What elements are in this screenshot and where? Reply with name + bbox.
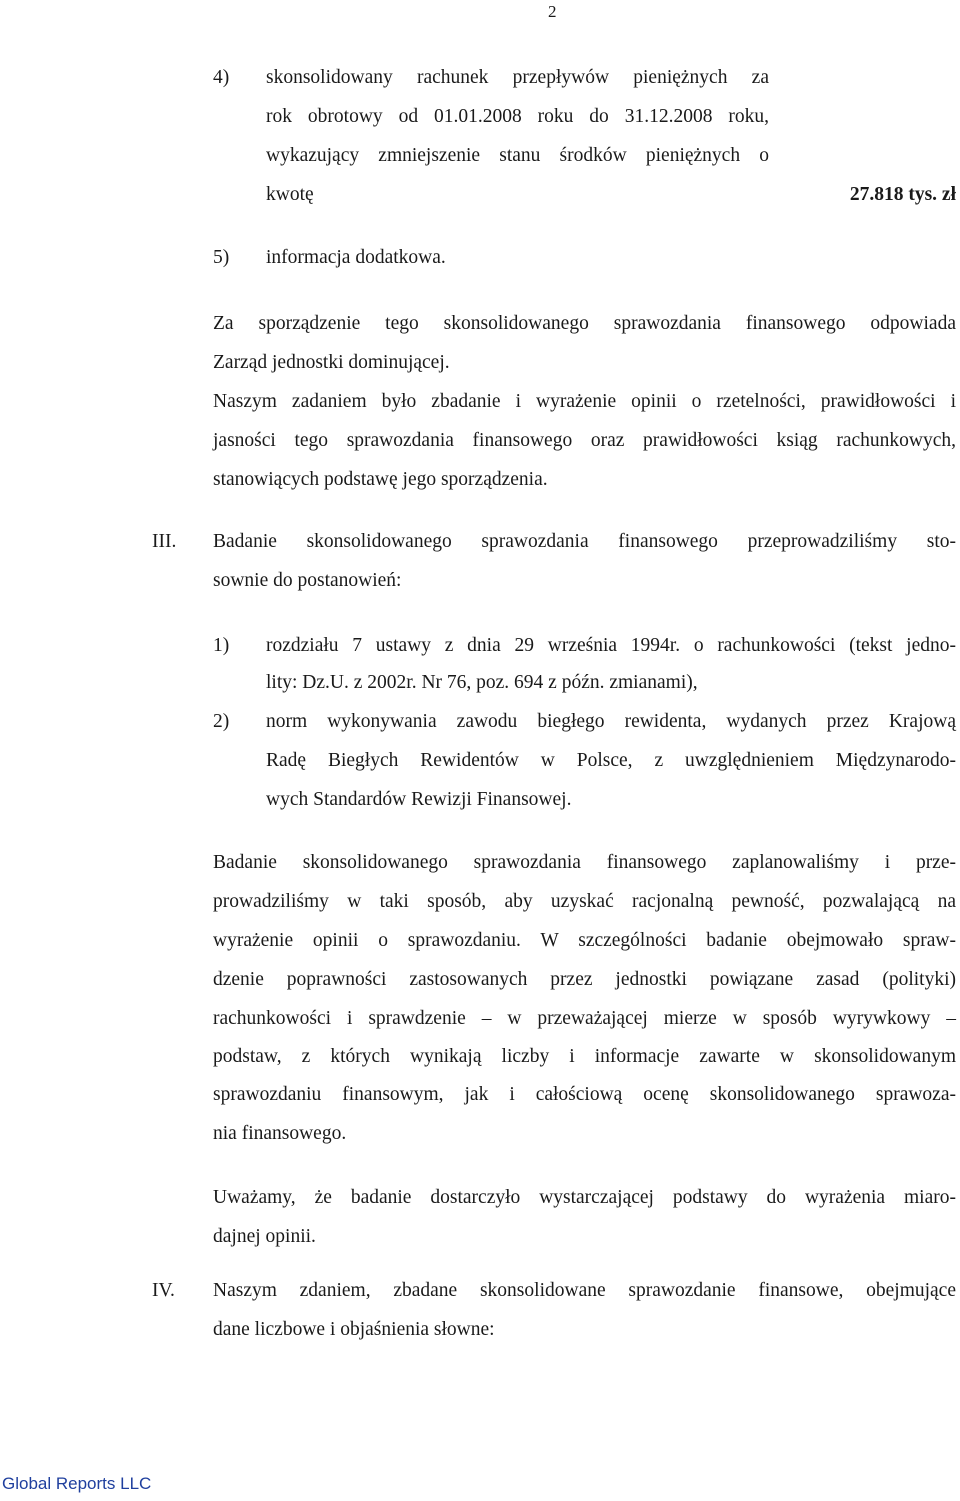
section-4-line-1: Naszym zdaniem, zbadane skonsolidowane sprawozdanie finansowe, obejmujące [213, 1280, 956, 1301]
responsibility-line-2: Zarząd jednostki dominującej. [213, 352, 450, 373]
section-3-number: III. [152, 531, 177, 552]
section-3-intro-line-2: sownie do postanowień: [213, 570, 402, 591]
item-4-number: 4) [213, 67, 230, 88]
page-number: 2 [548, 2, 557, 21]
para-1-line-4: dzenie poprawności zastosowanych przez jednostki powiązane zasad (polityki) [213, 969, 956, 990]
para-1-line-2: prowadziliśmy w taki sposób, aby uzyskać racjonalną pewność, pozwalającą na [213, 891, 956, 912]
section-3-intro-line-1: Badanie skonsolidowanego sprawozdania finansowego przeprowadziliśmy sto- [213, 531, 956, 552]
item-5-text: informacja dodatkowa. [266, 247, 446, 268]
para-1-line-1: Badanie skonsolidowanego sprawozdania finansowego zaplanowaliśmy i prze- [213, 852, 956, 873]
para-2-line-2: dajnej opinii. [213, 1226, 316, 1247]
list-item-1-line-2: lity: Dz.U. z 2002r. Nr 76, poz. 694 z późn. zmianami), [266, 672, 698, 693]
item-4-line-2: rok obrotowy od 01.01.2008 roku do 31.12.2008 roku, [266, 106, 769, 127]
item-4-amount: 27.818 tys. zł [849, 184, 956, 205]
list-item-1-number: 1) [213, 635, 230, 656]
list-item-2-line-1: norm wykonywania zawodu biegłego rewidenta, wydanych przez Krajową [266, 711, 956, 732]
list-item-2-line-2: Radę Biegłych Rewidentów w Polsce, z uwzględnieniem Międzynarodo- [266, 750, 956, 771]
list-item-1-line-1: rozdziału 7 ustawy z dnia 29 września 1994r. o rachunkowości (tekst jedno- [266, 635, 956, 656]
task-line-2: jasności tego sprawozdania finansowego oraz prawidłowości ksiąg rachunkowych, [213, 430, 956, 451]
para-1-line-7: sprawozdaniu finansowym, jak i całościową ocenę skonsolidowanego sprawoza- [213, 1084, 956, 1105]
section-4-line-2: dane liczbowe i objaśnienia słowne: [213, 1319, 495, 1340]
responsibility-line-1: Za sporządzenie tego skonsolidowanego sprawozdania finansowego odpowiada [213, 313, 956, 334]
task-line-1: Naszym zadaniem było zbadanie i wyrażenie opinii o rzetelności, prawidłowości i [213, 391, 956, 412]
item-4-line-1: skonsolidowany rachunek przepływów pieniężnych za [266, 67, 769, 88]
section-4-number: IV. [152, 1280, 175, 1301]
list-item-2-line-3: wych Standardów Rewizji Finansowej. [266, 789, 572, 810]
para-1-line-5: rachunkowości i sprawdzenie – w przeważającej mierze w sposób wyrywkowy – [213, 1008, 956, 1029]
item-4-line-3: wykazujący zmniejszenie stanu środków pieniężnych o [266, 145, 769, 166]
item-4-line-4: kwotę [266, 184, 314, 205]
para-2-line-1: Uważamy, że badanie dostarczyło wystarczającej podstawy do wyrażenia miaro- [213, 1187, 956, 1208]
list-item-2-number: 2) [213, 711, 230, 732]
para-1-line-8: nia finansowego. [213, 1123, 347, 1144]
footer-brand: Global Reports LLC [2, 1474, 152, 1493]
item-5-number: 5) [213, 247, 230, 268]
para-1-line-6: podstaw, z których wynikają liczby i informacje zawarte w skonsolidowanym [213, 1046, 956, 1067]
para-1-line-3: wyrażenie opinii o sprawozdaniu. W szczególności badanie obejmowało spraw- [213, 930, 956, 951]
task-line-3: stanowiących podstawę jego sporządzenia. [213, 469, 548, 490]
